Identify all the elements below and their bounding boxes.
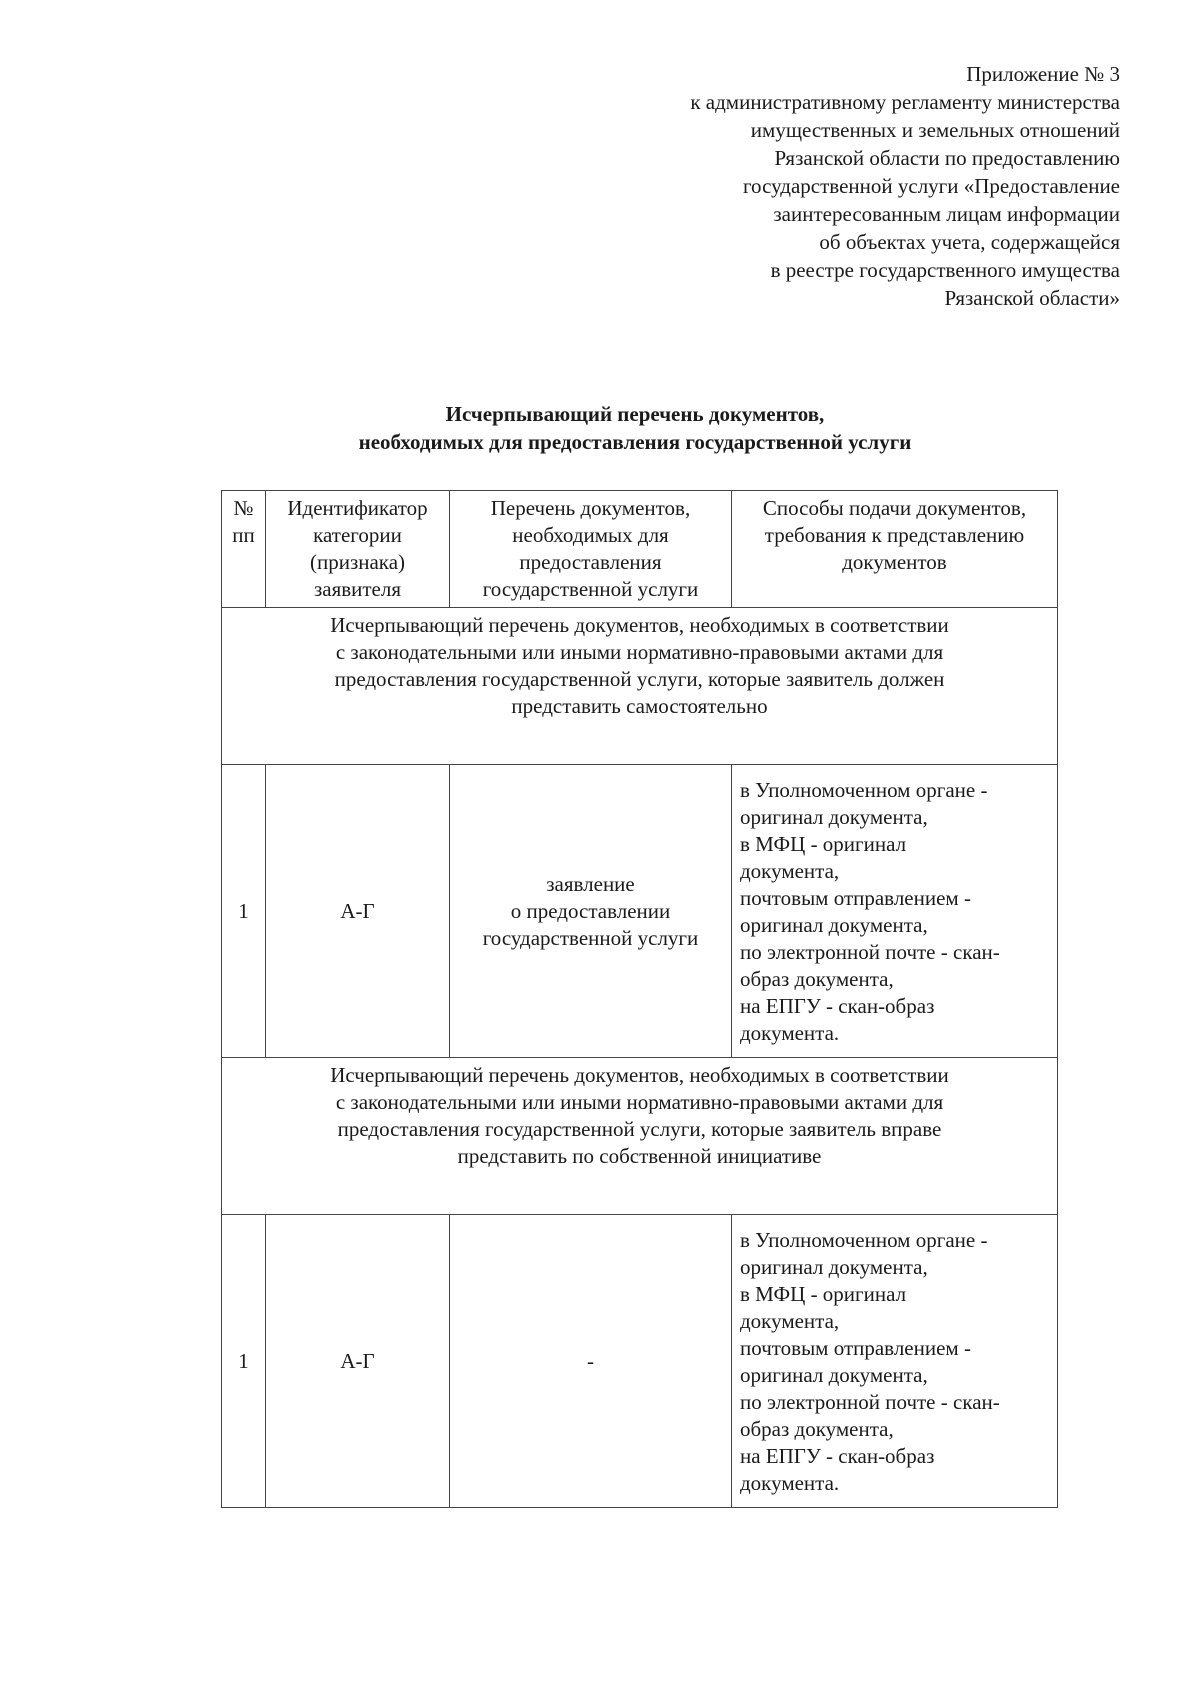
cell-line: по электронной почте - скан- bbox=[740, 940, 1000, 964]
annex-line: Рязанской области» bbox=[944, 286, 1120, 310]
cell-line: в Уполномоченном органе - bbox=[740, 778, 988, 802]
header-text: Идентификатор bbox=[287, 496, 428, 520]
header-documents bbox=[450, 491, 732, 608]
header-text: государственной услуги bbox=[482, 577, 699, 601]
cell-documents bbox=[450, 765, 732, 1058]
section-text bbox=[222, 608, 1058, 765]
annex-header bbox=[560, 60, 1120, 312]
section-line: Исчерпывающий перечень документов, необходимых в соответствии bbox=[330, 613, 949, 637]
cell-line: оригинал документа, bbox=[740, 805, 928, 829]
annex-line: государственной услуги «Предоставление bbox=[742, 174, 1120, 198]
annex-line: к административному регламенту министерства bbox=[690, 90, 1120, 114]
cell-line: в МФЦ - оригинал bbox=[740, 1282, 907, 1306]
header-text: пп bbox=[232, 523, 255, 547]
header-text: Способы подачи документов, bbox=[762, 496, 1027, 520]
cell-line: в Уполномоченном органе - bbox=[740, 1228, 988, 1252]
annex-line: Рязанской области по предоставлению bbox=[774, 146, 1120, 170]
cell-line: оригинал документа, bbox=[740, 913, 928, 937]
section-line: с законодательными или иными нормативно-правовыми актами для bbox=[335, 640, 944, 664]
header-text: № bbox=[233, 496, 254, 520]
cell-line: образ документа, bbox=[740, 1417, 894, 1441]
cell-num: 1 bbox=[222, 1215, 266, 1508]
cell-line: документа, bbox=[740, 1309, 840, 1333]
cell-methods bbox=[732, 1215, 1058, 1508]
annex-line: Приложение № 3 bbox=[966, 62, 1120, 86]
cell-category: А-Г bbox=[266, 765, 450, 1058]
section-line: Исчерпывающий перечень документов, необходимых в соответствии bbox=[330, 1063, 949, 1087]
section-line: представить по собственной инициативе bbox=[457, 1144, 822, 1168]
header-methods bbox=[732, 491, 1058, 608]
cell-line: государственной услуги bbox=[482, 925, 699, 950]
section-line: предоставления государственной услуги, которые заявитель вправе bbox=[337, 1117, 942, 1141]
section-row-mandatory bbox=[222, 608, 1058, 765]
header-text: заявителя bbox=[313, 577, 402, 601]
cell-line: в МФЦ - оригинал bbox=[740, 832, 907, 856]
cell-documents: - bbox=[450, 1215, 732, 1508]
cell-line: оригинал документа, bbox=[740, 1255, 928, 1279]
annex-line: в реестре государственного имущества bbox=[770, 258, 1120, 282]
section-text bbox=[222, 1058, 1058, 1215]
cell-line: по электронной почте - скан- bbox=[740, 1390, 1000, 1414]
header-text: предоставления bbox=[519, 550, 662, 574]
cell-line: на ЕПГУ - скан-образ bbox=[740, 994, 935, 1018]
section-line: предоставления государственной услуги, которые заявитель должен bbox=[334, 667, 945, 691]
header-text: (признака) bbox=[309, 550, 406, 574]
annex-line: заинтересованным лицам информации bbox=[773, 202, 1120, 226]
cell-line: на ЕПГУ - скан-образ bbox=[740, 1444, 935, 1468]
cell-line: документа. bbox=[740, 1021, 840, 1045]
header-category bbox=[266, 491, 450, 608]
cell-line: документа. bbox=[740, 1471, 840, 1495]
cell-line: заявление bbox=[546, 871, 635, 896]
cell-line: о предоставлении bbox=[510, 898, 671, 923]
header-text: необходимых для bbox=[512, 523, 669, 547]
title-line: Исчерпывающий перечень документов, bbox=[445, 402, 825, 426]
cell-methods bbox=[732, 765, 1058, 1058]
documents-table bbox=[221, 490, 1058, 1508]
header-text: документов bbox=[842, 550, 947, 574]
table-header-row bbox=[222, 491, 1058, 608]
cell-category: А-Г bbox=[266, 1215, 450, 1508]
annex-line: об объектах учета, содержащейся bbox=[819, 230, 1120, 254]
cell-num: 1 bbox=[222, 765, 266, 1058]
section-line: с законодательными или иными нормативно-правовыми актами для bbox=[335, 1090, 944, 1114]
cell-line: образ документа, bbox=[740, 967, 894, 991]
header-text: требования к представлению bbox=[764, 523, 1025, 547]
section-row-optional bbox=[222, 1058, 1058, 1215]
cell-line: оригинал документа, bbox=[740, 1363, 928, 1387]
cell-line: почтовым отправлением - bbox=[740, 886, 971, 910]
header-num bbox=[222, 491, 266, 608]
annex-line: имущественных и земельных отношений bbox=[750, 118, 1120, 142]
table-row bbox=[222, 765, 1058, 1058]
header-text: категории bbox=[313, 523, 402, 547]
title-line: необходимых для предоставления государственной услуги bbox=[358, 430, 912, 454]
cell-line: документа, bbox=[740, 859, 840, 883]
document-title bbox=[200, 400, 1070, 456]
table-row bbox=[222, 1215, 1058, 1508]
header-text: Перечень документов, bbox=[490, 496, 691, 520]
section-line: представить самостоятельно bbox=[511, 694, 768, 718]
cell-line: почтовым отправлением - bbox=[740, 1336, 971, 1360]
